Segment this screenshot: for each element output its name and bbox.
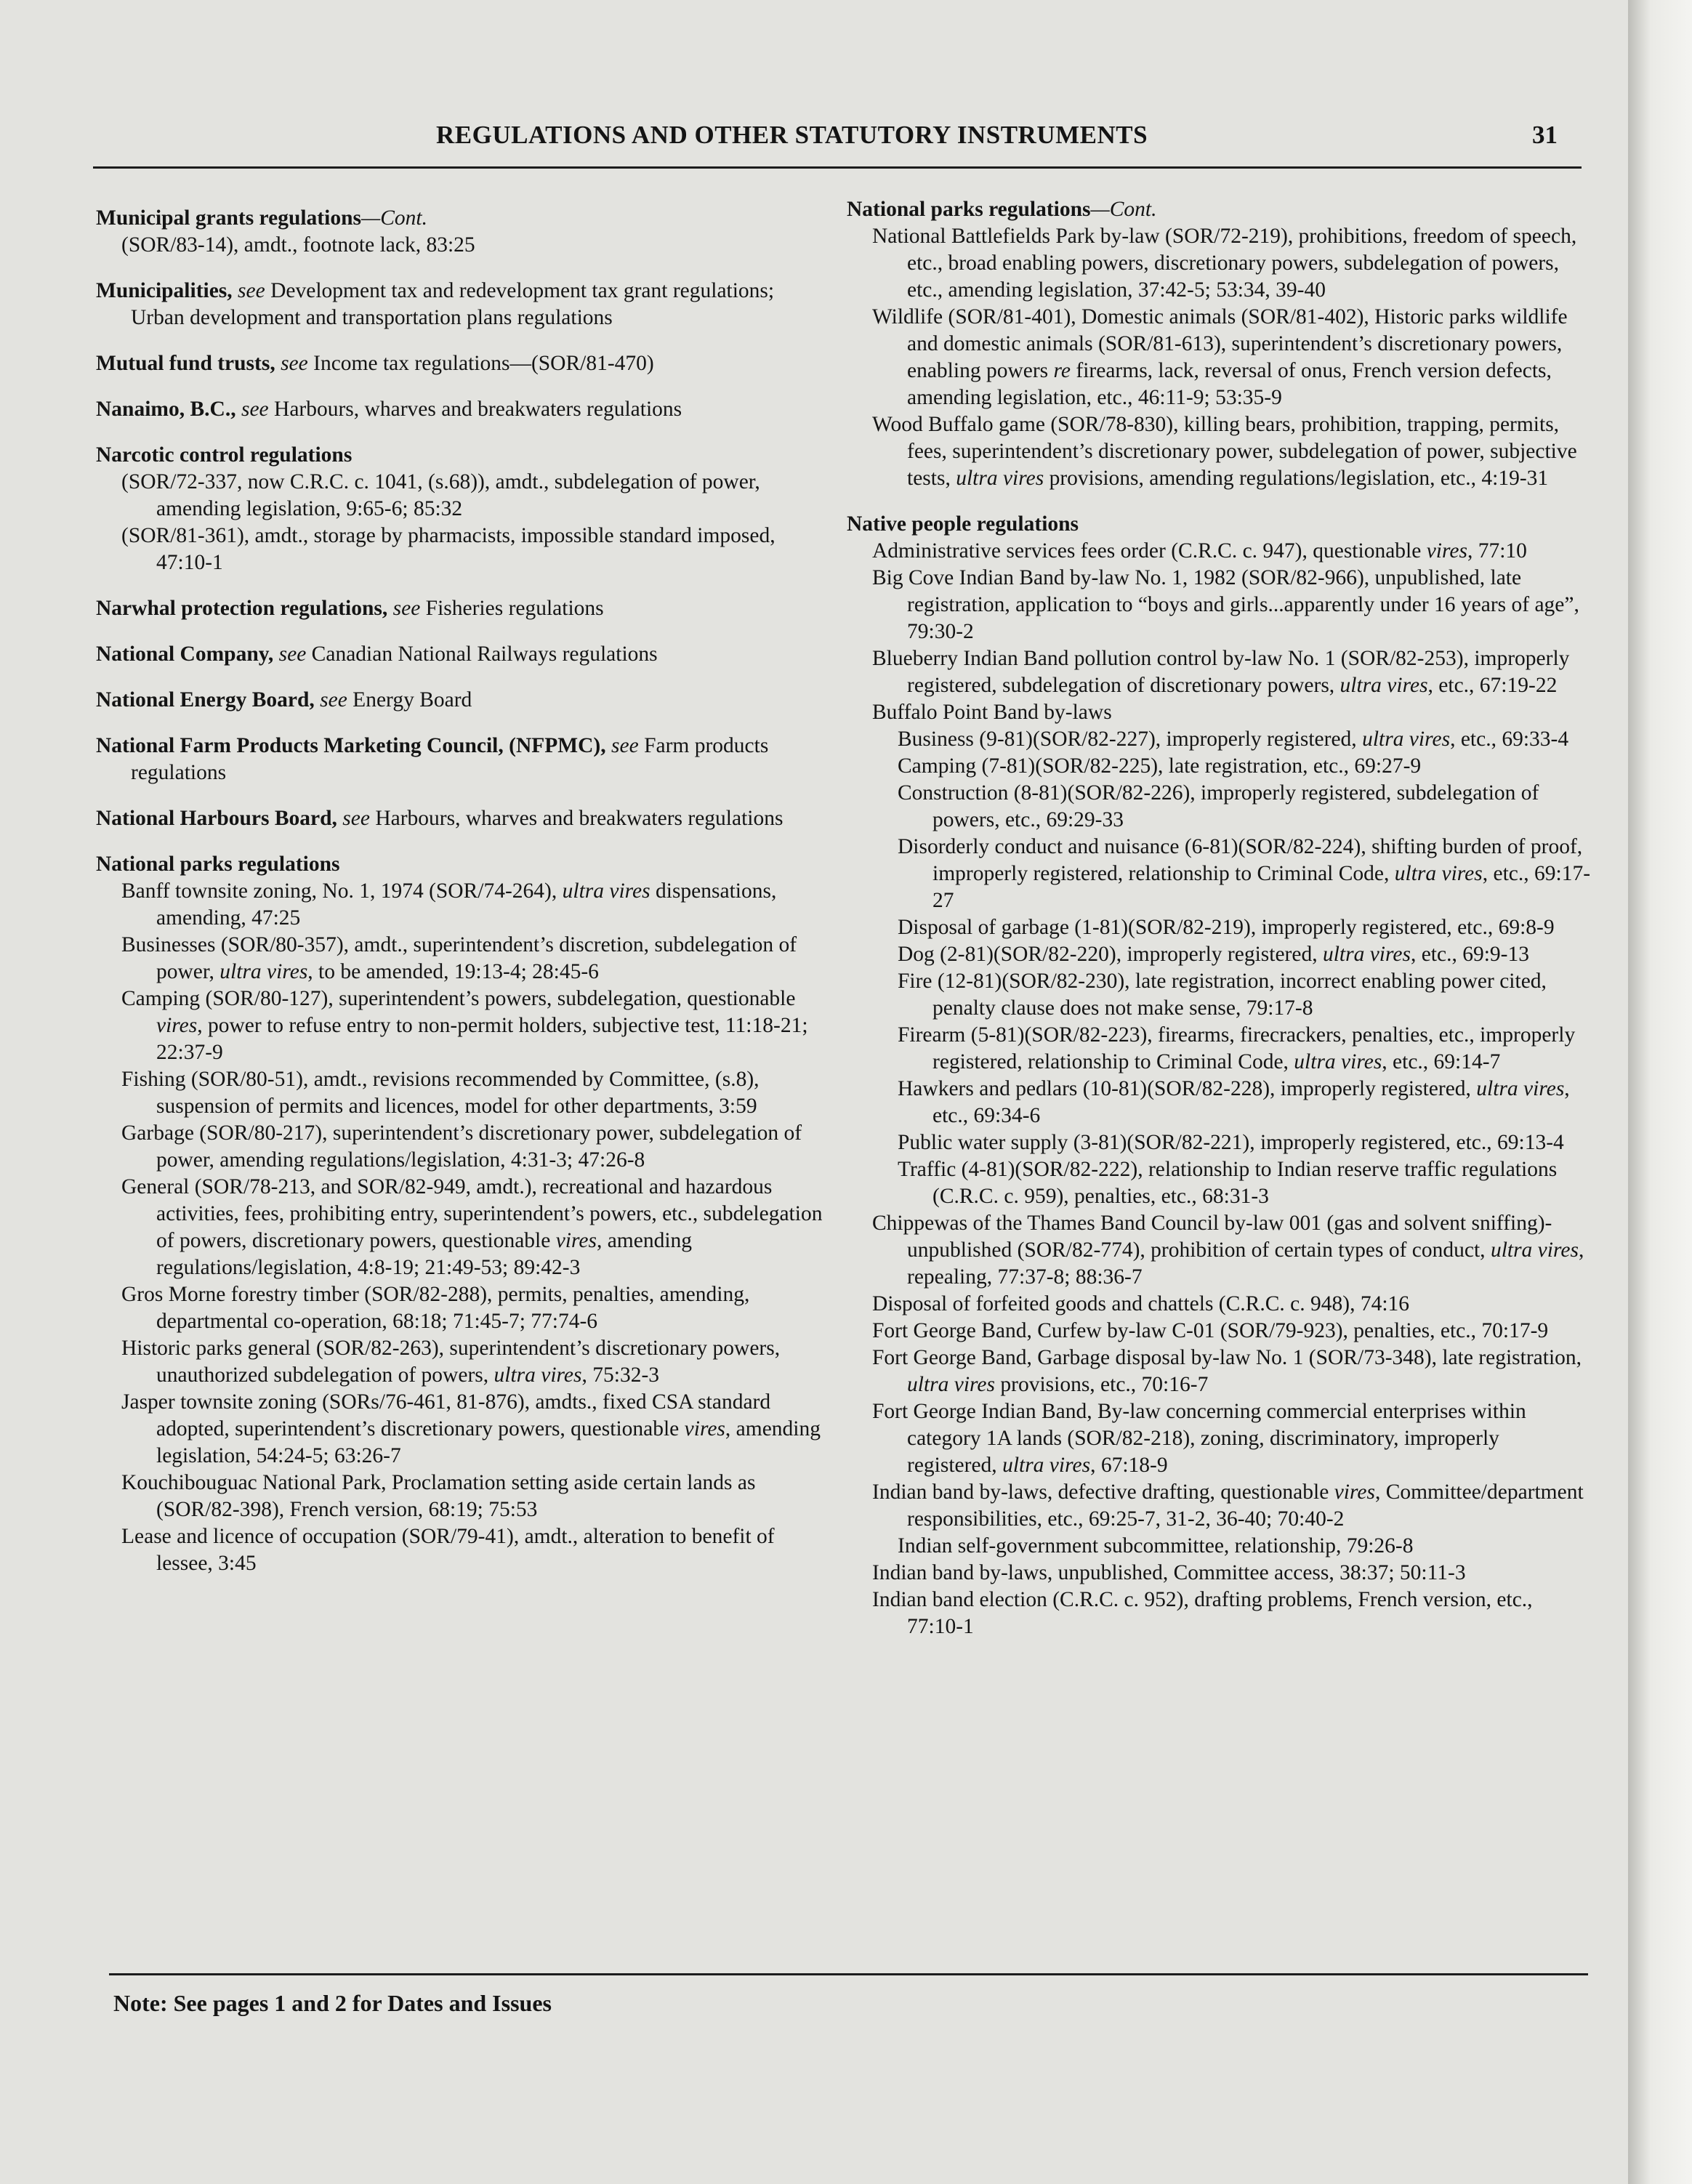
nested-sub-entry bbox=[847, 1022, 1592, 1076]
entry-text: , etc., 69:34-6 bbox=[932, 1077, 1570, 1127]
see-reference-label: see bbox=[238, 279, 265, 302]
entry-text: Camping (7-81)(SOR/82-225), late registration, etc., 69:27-9 bbox=[898, 754, 1422, 778]
italic-term: vires bbox=[156, 1014, 198, 1037]
entry-text: Big Cove Indian Band by-law No. 1, 1982 (SOR/82-966), unpublished, late registration, application to “boys and girls...apparently under 16 years of age”, 79:30-2 bbox=[872, 566, 1579, 643]
entry-text: Fort George Band, Curfew by-law C-01 (SOR/79-923), penalties, etc., 70:17-9 bbox=[872, 1319, 1549, 1342]
entry-heading: Municipal grants regulations bbox=[96, 206, 361, 230]
entry-heading-line bbox=[96, 733, 830, 786]
see-reference-target: Energy Board bbox=[352, 688, 472, 712]
sub-entry bbox=[847, 538, 1592, 565]
entry-heading: National Harbours Board, bbox=[96, 807, 337, 830]
entry-text: , 67:18-9 bbox=[1090, 1454, 1168, 1477]
see-reference-target: Development tax and redevelopment tax grant regulations; Urban development and transportation plans regulations bbox=[131, 279, 775, 329]
index-entry bbox=[847, 511, 1592, 1640]
italic-term: vires bbox=[1426, 539, 1467, 563]
entry-heading-line bbox=[96, 805, 830, 832]
index-entry bbox=[96, 733, 830, 786]
see-reference-target: Harbours, wharves and breakwaters regulations bbox=[375, 807, 783, 830]
nested-sub-entry bbox=[847, 941, 1592, 968]
sub-entry bbox=[96, 1335, 830, 1389]
index-entry bbox=[96, 205, 830, 259]
sub-entry bbox=[96, 1470, 830, 1523]
entry-heading-line bbox=[96, 396, 830, 423]
footnote: Note: See pages 1 and 2 for Dates and Issues bbox=[113, 1990, 552, 2016]
sub-entry bbox=[96, 1389, 830, 1470]
italic-term: ultra vires bbox=[562, 879, 650, 903]
entry-text: Chippewas of the Thames Band Council by-law 001 (gas and solvent sniffing)-unpublished (SOR/82-774), prohibition of certain types of conduct, bbox=[872, 1212, 1552, 1262]
nested-sub-entry bbox=[847, 753, 1592, 780]
sub-entry bbox=[847, 1318, 1592, 1345]
continued-label: —Cont. bbox=[1090, 198, 1157, 221]
entry-heading-line bbox=[96, 278, 830, 331]
entry-text: Blueberry Indian Band pollution control by-law No. 1 (SOR/82-253), improperly registered, subdelegation of discretionary powers, bbox=[872, 647, 1570, 697]
entry-text: Disposal of garbage (1-81)(SOR/82-219), improperly registered, etc., 69:8-9 bbox=[898, 916, 1555, 939]
see-reference-target: Income tax regulations—(SOR/81-470) bbox=[313, 352, 654, 375]
entry-text: Firearm (5-81)(SOR/82-223), firearms, firecrackers, penalties, etc., improperly registered, relationship to Criminal Code, bbox=[898, 1023, 1576, 1073]
italic-term: vires bbox=[555, 1229, 597, 1252]
footer-rule bbox=[109, 1973, 1588, 1975]
entry-text: National Battlefields Park by-law (SOR/72-219), prohibitions, freedom of speech, etc., broad enabling powers, discretionary powers, subdelegation of powers, etc., amending legislation, 37:42-5; 53:34, 39-40 bbox=[872, 225, 1577, 302]
entry-text: firearms, lack, reversal of onus, French version defects, amending legislation, etc., 46:11-9; 53:35-9 bbox=[907, 359, 1552, 409]
entry-text: , etc., 69:9-13 bbox=[1410, 943, 1529, 966]
entry-heading: Narwhal protection regulations, bbox=[96, 597, 388, 620]
entry-text: , amending regulations/legislation, 4:8-19; 21:49-53; 89:42-3 bbox=[156, 1229, 693, 1279]
sub-entry bbox=[847, 411, 1592, 492]
index-entry bbox=[96, 687, 830, 714]
italic-term: vires bbox=[1334, 1480, 1375, 1504]
italic-term: ultra vires bbox=[956, 467, 1044, 490]
nested-sub-entry bbox=[847, 726, 1592, 753]
sub-entry bbox=[847, 699, 1592, 726]
entry-text: Fort George Band, Garbage disposal by-law No. 1 (SOR/73-348), late registration, bbox=[872, 1346, 1582, 1369]
right-column bbox=[847, 196, 1592, 1659]
index-entry bbox=[96, 595, 830, 622]
sub-entry bbox=[96, 932, 830, 986]
nested-sub-entry bbox=[847, 914, 1592, 941]
italic-term: ultra vires bbox=[1394, 862, 1483, 885]
see-reference-label: see bbox=[392, 597, 421, 620]
entry-text: Gros Morne forestry timber (SOR/82-288), permits, penalties, amending, departmental co-operation, 68:18; 71:45-7; 77:74-6 bbox=[121, 1283, 750, 1333]
nested-sub-entry bbox=[847, 1156, 1592, 1210]
index-entry bbox=[96, 641, 830, 668]
nested-sub-entry bbox=[847, 780, 1592, 834]
see-reference-label: see bbox=[241, 398, 269, 421]
sub-entry bbox=[96, 986, 830, 1066]
sub-entry bbox=[847, 645, 1592, 699]
nested-sub-entry bbox=[847, 1533, 1592, 1560]
entry-text: Disorderly conduct and nuisance (6-81)(SOR/82-224), shifting burden of proof, improperly registered, relationship to Criminal Code, bbox=[898, 835, 1583, 885]
entry-heading: National Farm Products Marketing Council, (NFPMC), bbox=[96, 734, 606, 757]
entry-heading: National parks regulations bbox=[847, 198, 1091, 221]
entry-text: Jasper townsite zoning (SORs/76-461, 81-876), amdts., fixed CSA standard adopted, superintendent’s discretionary powers, questionable bbox=[121, 1390, 771, 1440]
entry-text: Dog (2-81)(SOR/82-220), improperly registered, bbox=[898, 943, 1323, 966]
entry-text: Fishing (SOR/80-51), amdt., revisions recommended by Committee, (s.8), suspension of permits and licences, model for other departments, 3:59 bbox=[121, 1068, 760, 1118]
entry-text: , power to refuse entry to non-permit holders, subjective test, 11:18-21; 22:37-9 bbox=[156, 1014, 808, 1064]
see-reference-target: Canadian National Railways regulations bbox=[311, 642, 658, 666]
index-entry bbox=[96, 851, 830, 1577]
nested-sub-entry bbox=[847, 1076, 1592, 1129]
entry-heading: Native people regulations bbox=[847, 512, 1079, 536]
entry-text: Buffalo Point Band by-laws bbox=[872, 701, 1112, 724]
italic-term: ultra vires bbox=[219, 960, 308, 983]
sub-entry bbox=[847, 1479, 1592, 1533]
running-header-title: REGULATIONS AND OTHER STATUTORY INSTRUMENTS bbox=[436, 121, 1148, 149]
sub-entry bbox=[847, 1398, 1592, 1479]
entry-text: Public water supply (3-81)(SOR/82-221), improperly registered, etc., 69:13-4 bbox=[898, 1131, 1564, 1154]
entry-heading-line bbox=[96, 595, 830, 622]
index-entry bbox=[96, 805, 830, 832]
sub-entry bbox=[847, 565, 1592, 645]
entry-text: , etc., 67:19-22 bbox=[1427, 674, 1558, 697]
see-reference-label: see bbox=[320, 688, 347, 712]
see-reference-target: Farm products regulations bbox=[131, 734, 769, 784]
entry-heading: National Energy Board, bbox=[96, 688, 315, 712]
entry-text: Wood Buffalo game (SOR/78-830), killing bears, prohibition, trapping, permits, fees, superintendent’s discretionary power, subdelegation of power, subjective tests, bbox=[872, 413, 1577, 490]
entry-text: provisions, etc., 70:16-7 bbox=[995, 1373, 1209, 1396]
see-reference-label: see bbox=[281, 352, 308, 375]
entry-text: Disposal of forfeited goods and chattels (C.R.C. c. 948), 74:16 bbox=[872, 1292, 1410, 1315]
entry-heading-line bbox=[96, 205, 830, 232]
italic-term: ultra vires bbox=[1362, 728, 1451, 751]
index-entry bbox=[96, 350, 830, 377]
sub-entry bbox=[847, 1587, 1592, 1640]
nested-sub-entry bbox=[847, 968, 1592, 1022]
entry-heading: Mutual fund trusts, bbox=[96, 352, 275, 375]
entry-text: Fort George Indian Band, By-law concerning commercial enterprises within category 1A lands (SOR/82-218), zoning, discriminatory, improperly registered, bbox=[872, 1400, 1526, 1477]
italic-term: vires bbox=[684, 1417, 725, 1440]
italic-term: ultra vires bbox=[1490, 1238, 1579, 1262]
sub-entry bbox=[96, 1066, 830, 1120]
entry-text: , Committee/department responsibilities, etc., 69:25-7, 31-2, 36-40; 70:40-2 bbox=[907, 1480, 1584, 1531]
sub-entry bbox=[96, 1174, 830, 1281]
sub-entry bbox=[847, 1560, 1592, 1587]
page-number: 31 bbox=[1532, 121, 1558, 149]
italic-term: re bbox=[1053, 359, 1071, 382]
left-column bbox=[96, 205, 830, 1596]
see-reference-target: Fisheries regulations bbox=[425, 597, 604, 620]
see-reference-label: see bbox=[342, 807, 370, 830]
italic-term: ultra vires bbox=[1476, 1077, 1565, 1100]
nested-sub-entry bbox=[847, 834, 1592, 914]
entry-text: Indian band by-laws, unpublished, Committee access, 38:37; 50:11-3 bbox=[872, 1561, 1466, 1584]
entry-heading: Municipalities, bbox=[96, 279, 233, 302]
see-reference-label: see bbox=[611, 734, 639, 757]
sub-entry bbox=[847, 1345, 1592, 1398]
see-reference-label: see bbox=[278, 642, 307, 666]
entry-heading: Narcotic control regulations bbox=[96, 443, 352, 467]
italic-term: ultra vires bbox=[494, 1363, 582, 1387]
entry-heading-line bbox=[847, 196, 1592, 223]
entry-heading-line bbox=[847, 511, 1592, 538]
entry-heading-line bbox=[96, 851, 830, 878]
sub-entry: (SOR/81-361), amdt., storage by pharmacists, impossible standard imposed, 47:10-1 bbox=[121, 524, 776, 574]
entry-heading: National Company, bbox=[96, 642, 274, 666]
entry-text: , repealing, 77:37-8; 88:36-7 bbox=[907, 1238, 1584, 1289]
sub-entry bbox=[96, 1523, 830, 1577]
entry-heading-line bbox=[96, 687, 830, 714]
entry-text: Administrative services fees order (C.R.C. c. 947), questionable bbox=[872, 539, 1427, 563]
entry-text: Wildlife (SOR/81-401), Domestic animals (SOR/81-402), Historic parks wildlife and domestic animals (SOR/81-613), superintendent’s discretionary powers, enabling powers bbox=[872, 305, 1568, 382]
entry-text: Camping (SOR/80-127), superintendent’s powers, subdelegation, questionable bbox=[121, 987, 796, 1010]
index-entry bbox=[96, 442, 830, 576]
page-edge bbox=[1628, 0, 1692, 2184]
entry-text: , etc., 69:33-4 bbox=[1450, 728, 1569, 751]
entry-text: , to be amended, 19:13-4; 28:45-6 bbox=[307, 960, 599, 983]
entry-heading-line bbox=[96, 641, 830, 668]
entry-text: Fire (12-81)(SOR/82-230), late registration, incorrect enabling power cited, penalty clause does not make sense, 79:17-8 bbox=[898, 970, 1547, 1020]
italic-term: ultra vires bbox=[1322, 943, 1411, 966]
italic-term: ultra vires bbox=[907, 1373, 995, 1396]
entry-text: Lease and licence of occupation (SOR/79-41), amdt., alteration to benefit of lessee, 3:45 bbox=[121, 1525, 775, 1575]
sub-entry bbox=[847, 304, 1592, 411]
entry-text: Hawkers and pedlars (10-81)(SOR/82-228), improperly registered, bbox=[898, 1077, 1477, 1100]
entry-text: Business (9-81)(SOR/82-227), improperly registered, bbox=[898, 728, 1363, 751]
entry-heading-line bbox=[96, 442, 830, 469]
entry-text: Banff townsite zoning, No. 1, 1974 (SOR/74-264), bbox=[121, 879, 563, 903]
entry-text: , 75:32-3 bbox=[581, 1363, 660, 1387]
entry-text: Garbage (SOR/80-217), superintendent’s discretionary power, subdelegation of power, amending regulations/legislation, 4:31-3; 47:26-8 bbox=[121, 1121, 802, 1172]
sub-entry bbox=[96, 1120, 830, 1174]
see-reference-target: Harbours, wharves and breakwaters regulations bbox=[274, 398, 682, 421]
continued-label: —Cont. bbox=[360, 206, 427, 230]
entry-text: , 77:10 bbox=[1467, 539, 1527, 563]
entry-text: Traffic (4-81)(SOR/82-222), relationship to Indian reserve traffic regulations (C.R.C. c. 959), penalties, etc., 68:31-3 bbox=[898, 1158, 1558, 1208]
entry-text: Businesses (SOR/80-357), amdt., superintendent’s discretion, subdelegation of power, bbox=[121, 933, 797, 983]
sub-entry bbox=[96, 878, 830, 932]
index-entry bbox=[96, 396, 830, 423]
sub-entry bbox=[847, 1210, 1592, 1291]
index-entry bbox=[847, 196, 1592, 492]
entry-heading: Nanaimo, B.C., bbox=[96, 398, 236, 421]
entry-text: Kouchibouguac National Park, Proclamation setting aside certain lands as (SOR/82-398), French version, 68:19; 75:53 bbox=[121, 1471, 756, 1521]
italic-term: ultra vires bbox=[1340, 674, 1428, 697]
sub-entry bbox=[847, 1291, 1592, 1318]
entry-text: dispensations, amending, 47:25 bbox=[156, 879, 777, 930]
italic-term: ultra vires bbox=[1002, 1454, 1091, 1477]
entry-text: , etc., 69:17-27 bbox=[932, 862, 1591, 912]
nested-sub-entry bbox=[847, 1129, 1592, 1156]
header-rule bbox=[93, 166, 1582, 169]
entry-text: Indian band election (C.R.C. c. 952), drafting problems, French version, etc., 77:10-1 bbox=[872, 1588, 1533, 1638]
entry-text: , amending legislation, 54:24-5; 63:26-7 bbox=[156, 1417, 821, 1467]
entry-text: provisions, amending regulations/legislation, etc., 4:19-31 bbox=[1044, 467, 1549, 490]
entry-heading: National parks regulations bbox=[96, 853, 340, 876]
sub-entry: (SOR/83-14), amdt., footnote lack, 83:25 bbox=[121, 233, 475, 257]
entry-text: , etc., 69:14-7 bbox=[1382, 1050, 1501, 1073]
entry-text: General (SOR/78-213, and SOR/82-949, amdt.), recreational and hazardous activities, fees, prohibiting entry, superintendent’s powers, etc., subdelegation of powers, discretionary powers, questionable bbox=[121, 1175, 823, 1252]
sub-entry bbox=[847, 223, 1592, 304]
entry-text: Indian self-government subcommittee, relationship, 79:26-8 bbox=[898, 1534, 1414, 1558]
sub-entry: (SOR/72-337, now C.R.C. c. 1041, (s.68)), amdt., subdelegation of power, amending legislation, 9:65-6; 85:32 bbox=[121, 470, 760, 520]
entry-text: Historic parks general (SOR/82-263), superintendent’s discretionary powers, unauthorized subdelegation of powers, bbox=[121, 1337, 781, 1387]
entry-heading-line bbox=[96, 350, 830, 377]
index-entry bbox=[96, 278, 830, 331]
italic-term: ultra vires bbox=[1294, 1050, 1382, 1073]
sub-entry bbox=[96, 1281, 830, 1335]
entry-text: Construction (8-81)(SOR/82-226), improperly registered, subdelegation of powers, etc., 69:29-33 bbox=[898, 781, 1539, 831]
entry-text: Indian band by-laws, defective drafting, questionable bbox=[872, 1480, 1334, 1504]
